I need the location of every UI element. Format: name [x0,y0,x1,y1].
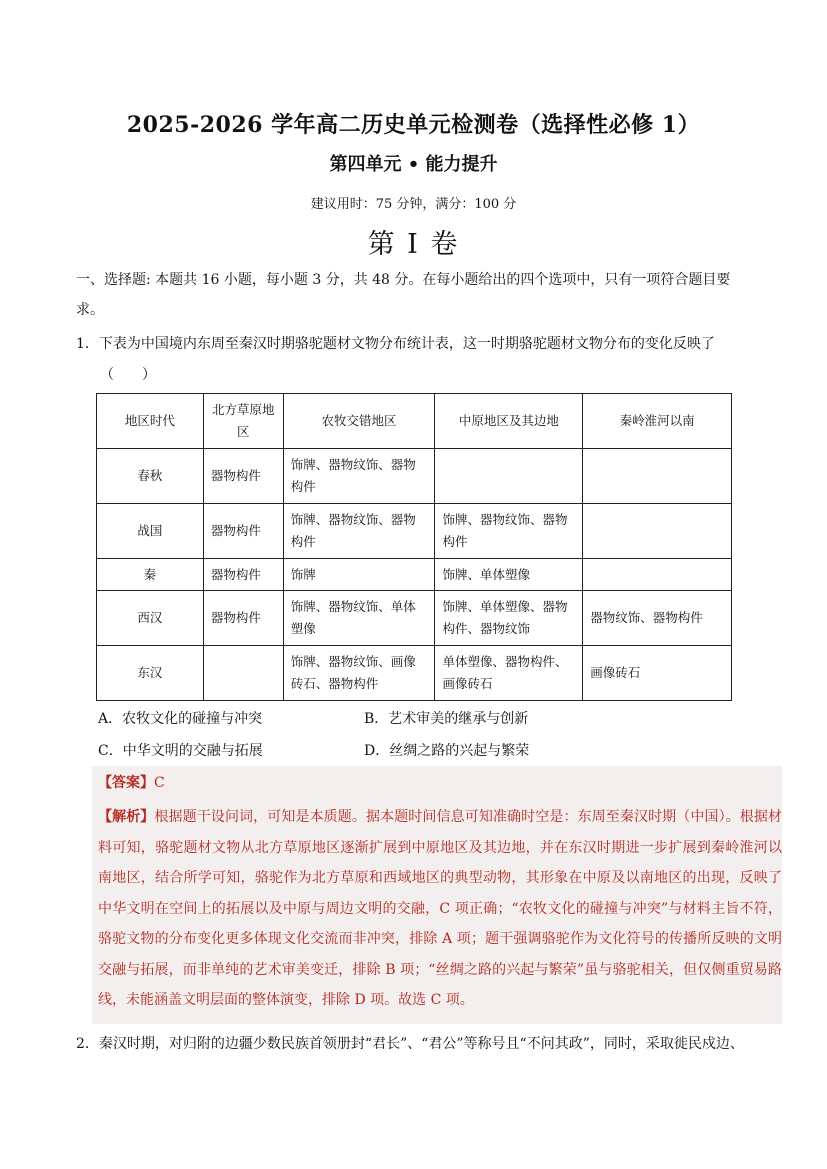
table-cell-era: 秦 [97,559,204,591]
analysis-label: 【解析】 [98,809,155,825]
table-cell: 器物构件 [203,504,283,559]
table-cell-era: 战国 [97,504,204,559]
table-cell: 器物纹饰、器物构件 [583,591,732,646]
table-cell: 饰牌、单体塑像 [435,559,583,591]
table-header-cell: 北方草原地区 [203,394,283,449]
table-cell [583,559,732,591]
table-cell: 饰牌、器物纹饰、画像砖石、器物构件 [283,646,435,701]
table-cell-era: 西汉 [97,591,204,646]
table-cell: 饰牌、器物纹饰、器物构件 [435,504,583,559]
analysis-paragraph [98,802,782,1016]
volume-heading: 第 I 卷 [367,229,460,260]
table-cell: 饰牌、器物纹饰、器物构件 [283,504,435,559]
camel-artifact-table [96,393,732,701]
table-row [97,449,732,504]
table-row [97,559,732,591]
exam-title: 2025-2026 学年高二历史单元检测卷（选择性必修 1） [126,112,701,138]
answer-label: 【答案】 [98,775,154,791]
table-cell: 器物构件 [203,559,283,591]
table-row [97,504,732,559]
table-header-cell: 农牧交错地区 [283,394,435,449]
table-cell-era: 春秋 [97,449,204,504]
table-header-cell: 地区时代 [97,394,204,449]
table-cell [583,449,732,504]
table-cell [203,646,283,701]
table-row [97,646,732,701]
table-cell: 饰牌、单体塑像、器物构件、器物纹饰 [435,591,583,646]
unit-subtitle: 第四单元 • 能力提升 [329,154,498,175]
section-instruction-line1: 一、选择题: 本题共 16 小题，每小题 3 分，共 48 分。在每小题给出的四个选项中，只有一项符合题目要 [76,272,731,288]
table-cell-era: 东汉 [97,646,204,701]
answer-value: C [154,775,165,791]
table-cell: 饰牌、器物纹饰、单体塑像 [283,591,435,646]
answer-line [98,772,784,792]
table-header-cell: 中原地区及其边地 [435,394,583,449]
time-and-score: 建议用时：75 分钟，满分：100 分 [310,197,517,212]
table-cell [435,449,583,504]
question-2-stem: 2．秦汉时期，对归附的边疆少数民族首领册封“君长”、“君公”等称号且“不问其政”，同时，采取徙民戍边、 [76,1036,744,1052]
option-d: D．丝绸之路的兴起与繁荣 [364,743,530,759]
option-b: B．艺术审美的继承与创新 [364,711,529,727]
table-row [97,591,732,646]
option-a: A．农牧文化的碰撞与冲突 [98,711,263,727]
answer-parentheses: （ ） [100,367,156,383]
table-cell: 器物构件 [203,591,283,646]
table-header-cell: 秦岭淮河以南 [583,394,732,449]
table-cell: 饰牌、器物纹饰、器物构件 [283,449,435,504]
table-cell: 饰牌 [283,559,435,591]
section-instruction-line2: 求。 [76,302,104,318]
question-1-stem: 1．下表为中国境内东周至秦汉时期骆驼题材文物分布统计表，这一时期骆驼题材文物分布的变化反映了 [76,336,715,352]
table-cell [583,504,732,559]
table-cell: 单体塑像、器物构件、画像砖石 [435,646,583,701]
table-cell: 器物构件 [203,449,283,504]
table-cell: 画像砖石 [583,646,732,701]
option-c: C．中华文明的交融与拓展 [98,743,263,759]
analysis-text: 根据题干设问词，可知是本质题。据本题时间信息可知准确时空是：东周至秦汉时期（中国）。根据材料可知，骆驼题材文物从北方草原地区逐渐扩展到中原地区及其边地，并在东汉时期进一步扩展到秦岭淮河以南地区，结合所学可知，骆驼作为北方草原和西域地区的典型动物，其形象在中原及以南地区的出现，反映了中华文明在空间上的拓展以及中原与周边文明的交融，C 项正确；“农牧文化的碰撞与冲突”与材料主旨不符，骆驼文物的分布变化更多体现文化交流而非冲突，排除 A 项；题干强调骆驼作为文化符号的传播所反映的文明交融与拓展，而非单纯的艺术审美变迁，排除 B 项；“丝绸之路的兴起与繁荣”虽与骆驼相关，但仅侧重贸易路线，未能涵盖文明层面的整体演变，排除 D 项。故选 C 项。 [98,809,783,1008]
table-header-row [97,394,732,449]
